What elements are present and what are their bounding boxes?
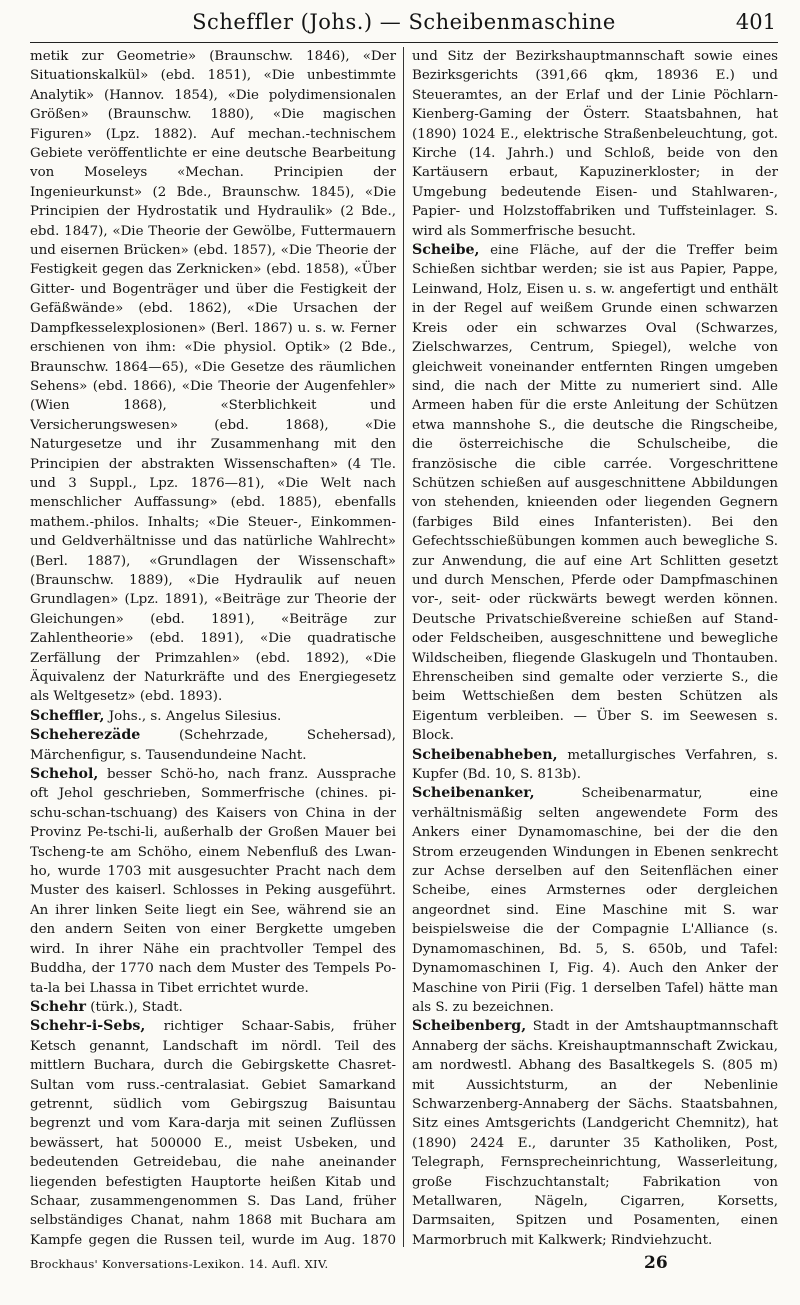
entry-scheibenanker xyxy=(412,784,778,1017)
entry-text: (Schehrzade, Schehersad), Märchenfigur, s. Tausendundeine Nacht. xyxy=(30,728,396,763)
headword: Scheibenberg, xyxy=(412,1018,527,1035)
entry-text: eine Fläche, auf der die Treffer beim Schießen sichtbar werden; sie ist aus Papier, Pappe, Leinwand, Holz, Eisen u. s. w. angefertigt und enthält in der Regel auf weißem Grunde einen schwarzen Kreis oder ein schwarzes Oval (Schwarzes, Zielschwarzes, Centrum, Spiegel), welche von gleichweit voneinander entfernten Ringen umgeben sind, die nach der Mitte zu numeriert sind. Alle Armeen haben für die erste Anleitung der Schützen etwa mannshohe S., die deutsche die Ringscheibe, die österreichische die Schulscheibe, die französische die cible carrée. Vorgeschrittene Schützen schießen auf ausgeschnittene Abbildungen von stehenden, knieenden oder liegenden Gegnern (farbiges Bild eines Infanteristen). Bei den Gefechtsschießübungen kommen auch bewegliche S. zur Anwendung, die auf eine Art Schlitten gesetzt und durch Menschen, Pferde oder Dampfmaschinen vor-, seit- oder rückwärts bewegt werden können. Deutsche Privatschießvereine schießen auf Stand- oder Feldscheiben, ausgeschnittene und bewegliche Wildscheiben, fliegende Glaskugeln und Thontauben. Ehrenscheiben sind gemalte oder verzierte S., die beim Wettschießen dem besten Schützen als Eigentum verbleiben. — Über S. im Seewesen s. Block. xyxy=(412,243,778,744)
right-column xyxy=(404,47,778,1247)
entry-text: Scheibenarmatur, eine verhältnismäßig selten angewendete Form des Ankers einer Dynamomaschine, bei der die den Strom erzeugenden Windungen in Ebenen senkrecht zur Achse derselben auf den Seitenflächen einer Scheibe, eines Armsternes oder dergleichen angeordnet sind. Eine Maschine mit S. war beispielsweise die der Compagnie L'Alliance (s. Dynamomaschinen, Bd. 5, S. 650b, und Tafel: Dynamomaschinen I, Fig. 4). Auch den Anker der Maschine von Pirii (Fig. 1 derselben Tafel) hätte man als S. zu bezeichnen. xyxy=(412,786,778,1015)
headword: Schehr-i-Sebs, xyxy=(30,1018,146,1035)
entry-schehr-i-sebs xyxy=(30,1017,396,1247)
entry-continuation: und Sitz der Bezirkshauptmannschaft sowie eines Bezirksgerichts (391,66 qkm, 18936 E.) und Steueramtes, an der Erlaf und der Linie Pöchlarn-Kienberg-Gaming der Österr. Staatsbahnen, hat (1890) 1024 E., elektrische Straßenbeleuchtung, got. Kirche (14. Jahrh.) und Schloß, beide von den Kartäusern erbaut, Kapuzinerkloster; in der Umgebung bedeutende Eisen- und Stahlwaren-, Papier- und Holzstoffabriken und Tuffsteinlager. S. wird als Sommerfrische besucht. xyxy=(412,49,778,239)
entry-text: besser Schö-ho, nach franz. Aussprache oft Jehol geschrieben, Sommerfrische (chines. pi-schu-schan-tschuang) des Kaisers von China in der Provinz Pe-tschi-li, außerhalb der Großen Mauer bei Tscheng-te am Schöho, einem Nebenfluß des Lwan-ho, wurde 1703 mit ausgesuchter Pracht nach dem Muster des kaiserl. Schlosses in Peking ausgeführt. An ihrer linken Seite liegt ein See, während sie an den andern Seiten von einer Bergkette umgeben wird. In ihrer Nähe ein prachtvoller Tempel des Buddha, der 1770 nach dem Muster des Tempels Po-ta-la bei Lhassa in Tibet errichtet wurde. xyxy=(30,767,396,996)
headword: Scheibenanker, xyxy=(412,785,535,802)
running-title: Scheffler (Johs.) — Scheibenmaschine xyxy=(192,10,616,34)
entry-text: Stadt in der Amtshauptmannschaft Annaberg der sächs. Kreishauptmannschaft Zwickau, am nordwestl. Abhang des Basaltkegels S. (805 m) mit Aussichtsturm, an der Nebenlinie Schwarzenberg-Annaberg der Sächs. Staatsbahnen, Sitz eines Amtsgerichts (Landgericht Chemnitz), hat (1890) 2424 E., darunter 35 Katholiken, Post, Telegraph, Fernsprecheinrichtung, Wasserleitung, große Fischzuchtanstalt; Fabrikation von Metallwaren, Nägeln, Cigarren, Korsetts, Darmsaiten, Spitzen und Posamenten, einen Marmorbruch mit Kalkwerk; Rindviehzucht. xyxy=(412,1019,778,1247)
entry-continuation: metik zur Geometrie» (Braunschw. 1846), «Der Situationskalkül» (ebd. 1851), «Die unbestimmte Analytik» (Hannov. 1854), «Die polydimensionalen Größen» (Braunschw. 1880), «Die magischen Figuren» (Lpz. 1882). Auf mechan.-technischem Gebiete veröffentlichte er eine deutsche Bearbeitung von Moseleys «Mechan. Principien der Ingenieurkunst» (2 Bde., Braunschw. 1845), «Die Principien der Hydrostatik und Hydraulik» (2 Bde., ebd. 1847), «Die Theorie der Gewölbe, Futtermauern und eisernen Brücken» (ebd. 1857), «Die Theorie der Festigkeit gegen das Zerknicken» (ebd. 1858), «Über Gitter- und Bogenträger und über die Festigkeit der Gefäßwände» (ebd. 1862), «Die Ursachen der Dampfkesselexplosionen» (Berl. 1867) u. s. w. Ferner erschienen von ihm: «Die physiol. Optik» (2 Bde., Braunschw. 1864—65), «Die Gesetze des räumlichen Sehens» (ebd. 1866), «Die Theorie der Augenfehler» (Wien 1868), «Sterblichkeit und Versicherungswesen» (ebd. 1868), «Die Naturgesetze und ihr Zusammenhang mit den Principien der abstrakten Wissenschaften» (4 Tle. und 3 Suppl., Lpz. 1876—81), «Die Welt nach menschlicher Auffassung» (ebd. 1885), ebenfalls mathem.-philos. Inhalts; «Die Steuer-, Einkommen- und Geldverhältnisse und das natürliche Wahlrecht» (Berl. 1887), «Grundlagen der Wissenschaft» (Braunschw. 1889), «Die Hydraulik auf neuen Grundlagen» (Lpz. 1891), «Beiträge zur Theorie der Gleichungen» (ebd. 1891), «Beiträge zur Zahlentheorie» (ebd. 1891), «Die quadratische Zerfällung der Primzahlen» (ebd. 1892), «Die Äquivalenz der Naturkräfte und des Energiegesetz als Weltgesetz» (ebd. 1893). xyxy=(30,49,396,705)
entry-scheibenberg xyxy=(412,1017,778,1247)
entry-text: richtiger Schaar-Sabis, früher Ketsch genannt, Landschaft im nördl. Teil des mittlern Buchara, durch die Gebirgskette Chasret-Sultan vom russ.-centralasiat. Gebiet Samarkand getrennt, südlich vom Gebirgszug Baisuntau begrenzt und vom Kara-darja mit seinen Zuflüssen bewässert, hat 500000 E., meist Usbeken, und bedeutenden Getreidebau, die nahe aneinander liegenden befestigten Hauptorte heißen Kitab und Schaar, zusammengenommen S. Das Land, früher selbständiges Chanat, nahm 1868 mit Buchara am Kampfe gegen die Russen teil, wurde im Aug. 1870 xyxy=(30,1019,396,1247)
headword: Scheherezäde xyxy=(30,727,141,744)
headword: Schehr xyxy=(30,998,87,1015)
left-column xyxy=(30,47,404,1247)
page-number: 401 xyxy=(735,10,776,34)
entry-scheibenabheben xyxy=(412,746,778,785)
entry-text: (türk.), Stadt. xyxy=(86,999,183,1015)
headword: Schehol, xyxy=(30,766,99,783)
entry-scheherezade xyxy=(30,726,396,765)
entry-text: Johs., s. Angelus Silesius. xyxy=(104,708,282,724)
entry-text: metallurgisches Verfahren, s. Kupfer (Bd. 10, S. 813b). xyxy=(412,747,778,783)
entry-schehol xyxy=(30,765,396,998)
text-columns xyxy=(30,47,778,1247)
entry-schehr xyxy=(30,998,396,1017)
sheet-signature: 26 xyxy=(644,1253,668,1273)
headword: Scheibenabheben, xyxy=(412,746,558,763)
publication-imprint: Brockhaus' Konversations-Lexikon. 14. Aufl. XIV. xyxy=(30,1257,329,1271)
page-header xyxy=(30,0,778,43)
page-footer xyxy=(30,1253,778,1283)
entry-scheibe xyxy=(412,241,778,746)
headword: Scheibe, xyxy=(412,242,480,259)
entry-scheffler xyxy=(30,707,396,726)
headword: Scheffler, xyxy=(30,707,105,724)
